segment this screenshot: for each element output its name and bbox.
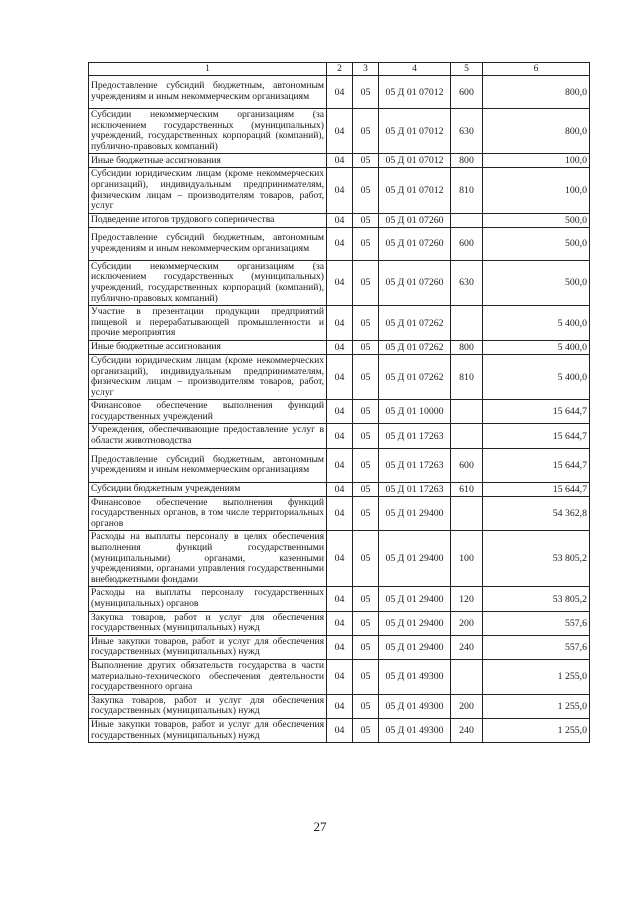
- row-name-cell: Учреждения, обеспечивающие предоставление услуг в области животноводства: [89, 424, 327, 448]
- row-target-code-cell: 05 Д 01 29400: [379, 496, 451, 531]
- header-col-2: 2: [327, 63, 353, 76]
- header-col-4: 4: [379, 63, 451, 76]
- table-row: [89, 260, 590, 305]
- row-target-code-cell: 05 Д 01 17263: [379, 448, 451, 482]
- row-section-cell: 04: [327, 718, 353, 742]
- row-name-cell: Расходы на выплаты персоналу в целях обеспечения выполнения функций государственными (муниципальными) органами, казенными учреждениями, органами управления государственными внебюджетными фондами: [89, 531, 327, 587]
- table-row: [89, 635, 590, 659]
- row-expense-type-cell: 200: [451, 611, 483, 635]
- row-section-cell: 04: [327, 168, 353, 213]
- row-section-cell: 04: [327, 496, 353, 531]
- row-name-cell: Иные бюджетные ассигнования: [89, 154, 327, 168]
- row-subsection-cell: 05: [353, 448, 379, 482]
- row-amount-cell: 800,0: [483, 76, 590, 109]
- row-target-code-cell: 05 Д 01 07262: [379, 354, 451, 399]
- row-expense-type-cell: 200: [451, 694, 483, 718]
- table-row: [89, 448, 590, 482]
- row-subsection-cell: 05: [353, 154, 379, 168]
- row-amount-cell: 500,0: [483, 260, 590, 305]
- table-row: [89, 109, 590, 154]
- row-name-cell: Участие в презентации продукции предприятий пищевой и перерабатывающей промышленности и прочие мероприятия: [89, 306, 327, 341]
- row-expense-type-cell: 800: [451, 154, 483, 168]
- row-name-cell: Иные закупки товаров, работ и услуг для обеспечения государственных (муниципальных) нужд: [89, 635, 327, 659]
- row-expense-type-cell: 810: [451, 168, 483, 213]
- row-subsection-cell: 05: [353, 694, 379, 718]
- row-expense-type-cell: 610: [451, 482, 483, 496]
- row-amount-cell: 15 644,7: [483, 424, 590, 448]
- row-subsection-cell: 05: [353, 168, 379, 213]
- row-expense-type-cell: [451, 213, 483, 227]
- table-row: [89, 482, 590, 496]
- row-section-cell: 04: [327, 694, 353, 718]
- table-row: [89, 354, 590, 399]
- row-amount-cell: 53 805,2: [483, 531, 590, 587]
- row-subsection-cell: 05: [353, 718, 379, 742]
- row-expense-type-cell: 600: [451, 227, 483, 260]
- row-name-cell: Субсидии некоммерческим организациям (за исключением государственных (муниципальных) учреждений, государственных корпораций (компаний), публично-правовых компаний): [89, 109, 327, 154]
- row-subsection-cell: 05: [353, 587, 379, 611]
- row-subsection-cell: 05: [353, 354, 379, 399]
- row-expense-type-cell: 810: [451, 354, 483, 399]
- row-amount-cell: 53 805,2: [483, 587, 590, 611]
- row-expense-type-cell: 120: [451, 587, 483, 611]
- row-section-cell: 04: [327, 531, 353, 587]
- row-amount-cell: 1 255,0: [483, 659, 590, 694]
- row-section-cell: 04: [327, 306, 353, 341]
- row-target-code-cell: 05 Д 01 29400: [379, 635, 451, 659]
- page-number: 27: [313, 819, 327, 834]
- row-amount-cell: 5 400,0: [483, 306, 590, 341]
- row-name-cell: Иные бюджетные ассигнования: [89, 340, 327, 354]
- row-expense-type-cell: 600: [451, 448, 483, 482]
- row-section-cell: 04: [327, 213, 353, 227]
- row-target-code-cell: 05 Д 01 49300: [379, 718, 451, 742]
- row-target-code-cell: 05 Д 01 07012: [379, 109, 451, 154]
- row-subsection-cell: 05: [353, 213, 379, 227]
- row-target-code-cell: 05 Д 01 07262: [379, 340, 451, 354]
- table-row: [89, 76, 590, 109]
- row-subsection-cell: 05: [353, 306, 379, 341]
- header-col-1: 1: [89, 63, 327, 76]
- row-name-cell: Финансовое обеспечение выполнения функций государственных учреждений: [89, 400, 327, 424]
- row-name-cell: Субсидии юридическим лицам (кроме некоммерческих организаций), индивидуальным предпринимателям, физическим лицам – производителям товаров, работ, услуг: [89, 354, 327, 399]
- budget-table: [88, 62, 590, 743]
- row-target-code-cell: 05 Д 01 07262: [379, 306, 451, 341]
- row-section-cell: 04: [327, 659, 353, 694]
- row-target-code-cell: 05 Д 01 29400: [379, 531, 451, 587]
- row-section-cell: 04: [327, 400, 353, 424]
- row-amount-cell: 15 644,7: [483, 482, 590, 496]
- row-target-code-cell: 05 Д 01 07260: [379, 213, 451, 227]
- header-row: [89, 63, 590, 76]
- row-target-code-cell: 05 Д 01 29400: [379, 587, 451, 611]
- table-row: [89, 154, 590, 168]
- table-row: [89, 718, 590, 742]
- row-expense-type-cell: 600: [451, 76, 483, 109]
- row-name-cell: Субсидии юридическим лицам (кроме некоммерческих организаций), индивидуальным предпринимателям, физическим лицам – производителям товаров, работ, услуг: [89, 168, 327, 213]
- row-section-cell: 04: [327, 424, 353, 448]
- row-subsection-cell: 05: [353, 496, 379, 531]
- row-target-code-cell: 05 Д 01 10000: [379, 400, 451, 424]
- row-amount-cell: 15 644,7: [483, 448, 590, 482]
- row-name-cell: Предоставление субсидий бюджетным, автономным учреждениям и иным некоммерческим организациям: [89, 448, 327, 482]
- row-subsection-cell: 05: [353, 109, 379, 154]
- row-section-cell: 04: [327, 448, 353, 482]
- row-section-cell: 04: [327, 587, 353, 611]
- table-row: [89, 531, 590, 587]
- row-subsection-cell: 05: [353, 659, 379, 694]
- row-name-cell: Субсидии некоммерческим организациям (за исключением государственных (муниципальных) учреждений, государственных корпораций (компаний), публично-правовых компаний): [89, 260, 327, 305]
- header-col-5: 5: [451, 63, 483, 76]
- row-name-cell: Выполнение других обязательств государства в части материально-технического обеспечения деятельности государственного органа: [89, 659, 327, 694]
- row-subsection-cell: 05: [353, 424, 379, 448]
- row-subsection-cell: 05: [353, 611, 379, 635]
- row-amount-cell: 54 362,8: [483, 496, 590, 531]
- row-target-code-cell: 05 Д 01 29400: [379, 611, 451, 635]
- row-expense-type-cell: 800: [451, 340, 483, 354]
- row-amount-cell: 1 255,0: [483, 718, 590, 742]
- table-row: [89, 694, 590, 718]
- table-row: [89, 587, 590, 611]
- row-section-cell: 04: [327, 482, 353, 496]
- row-section-cell: 04: [327, 354, 353, 399]
- row-amount-cell: 500,0: [483, 213, 590, 227]
- row-subsection-cell: 05: [353, 260, 379, 305]
- table-row: [89, 168, 590, 213]
- row-amount-cell: 5 400,0: [483, 340, 590, 354]
- row-section-cell: 04: [327, 340, 353, 354]
- row-name-cell: Иные закупки товаров, работ и услуг для обеспечения государственных (муниципальных) нужд: [89, 718, 327, 742]
- row-target-code-cell: 05 Д 01 17263: [379, 482, 451, 496]
- row-target-code-cell: 05 Д 01 07012: [379, 168, 451, 213]
- row-section-cell: 04: [327, 227, 353, 260]
- row-expense-type-cell: 630: [451, 109, 483, 154]
- row-expense-type-cell: 240: [451, 635, 483, 659]
- row-expense-type-cell: [451, 400, 483, 424]
- row-name-cell: Субсидии бюджетным учреждениям: [89, 482, 327, 496]
- row-subsection-cell: 05: [353, 531, 379, 587]
- row-name-cell: Расходы на выплаты персоналу государственных (муниципальных) органов: [89, 587, 327, 611]
- table-header: [89, 63, 590, 76]
- row-subsection-cell: 05: [353, 76, 379, 109]
- row-expense-type-cell: [451, 424, 483, 448]
- table-row: [89, 496, 590, 531]
- table-row: [89, 213, 590, 227]
- row-subsection-cell: 05: [353, 635, 379, 659]
- row-amount-cell: 15 644,7: [483, 400, 590, 424]
- row-amount-cell: 800,0: [483, 109, 590, 154]
- row-amount-cell: 100,0: [483, 154, 590, 168]
- row-target-code-cell: 05 Д 01 17263: [379, 424, 451, 448]
- row-section-cell: 04: [327, 76, 353, 109]
- row-section-cell: 04: [327, 260, 353, 305]
- row-amount-cell: 1 255,0: [483, 694, 590, 718]
- row-name-cell: Предоставление субсидий бюджетным, автономным учреждениям и иным некоммерческим организациям: [89, 227, 327, 260]
- row-section-cell: 04: [327, 109, 353, 154]
- table-row: [89, 400, 590, 424]
- table-row: [89, 227, 590, 260]
- row-amount-cell: 557,6: [483, 635, 590, 659]
- row-subsection-cell: 05: [353, 340, 379, 354]
- row-target-code-cell: 05 Д 01 07260: [379, 260, 451, 305]
- row-expense-type-cell: 630: [451, 260, 483, 305]
- row-section-cell: 04: [327, 154, 353, 168]
- row-expense-type-cell: [451, 496, 483, 531]
- row-target-code-cell: 05 Д 01 49300: [379, 694, 451, 718]
- row-target-code-cell: 05 Д 01 07260: [379, 227, 451, 260]
- row-expense-type-cell: 240: [451, 718, 483, 742]
- table-row: [89, 306, 590, 341]
- row-amount-cell: 557,6: [483, 611, 590, 635]
- table-body: [89, 76, 590, 743]
- row-name-cell: Закупка товаров, работ и услуг для обеспечения государственных (муниципальных) нужд: [89, 694, 327, 718]
- row-section-cell: 04: [327, 611, 353, 635]
- table-row: [89, 424, 590, 448]
- row-subsection-cell: 05: [353, 227, 379, 260]
- row-expense-type-cell: [451, 659, 483, 694]
- row-name-cell: Финансовое обеспечение выполнения функций государственных органов, в том числе территориальных органов: [89, 496, 327, 531]
- row-amount-cell: 100,0: [483, 168, 590, 213]
- row-amount-cell: 5 400,0: [483, 354, 590, 399]
- row-subsection-cell: 05: [353, 482, 379, 496]
- table-row: [89, 611, 590, 635]
- header-col-3: 3: [353, 63, 379, 76]
- table-row: [89, 340, 590, 354]
- row-name-cell: Предоставление субсидий бюджетным, автономным учреждениям и иным некоммерческим организациям: [89, 76, 327, 109]
- row-subsection-cell: 05: [353, 400, 379, 424]
- row-name-cell: Закупка товаров, работ и услуг для обеспечения государственных (муниципальных) нужд: [89, 611, 327, 635]
- row-section-cell: 04: [327, 635, 353, 659]
- row-name-cell: Подведение итогов трудового соперничества: [89, 213, 327, 227]
- table-row: [89, 659, 590, 694]
- header-col-6: 6: [483, 63, 590, 76]
- row-target-code-cell: 05 Д 01 49300: [379, 659, 451, 694]
- row-expense-type-cell: [451, 306, 483, 341]
- row-target-code-cell: 05 Д 01 07012: [379, 154, 451, 168]
- row-amount-cell: 500,0: [483, 227, 590, 260]
- row-target-code-cell: 05 Д 01 07012: [379, 76, 451, 109]
- row-expense-type-cell: 100: [451, 531, 483, 587]
